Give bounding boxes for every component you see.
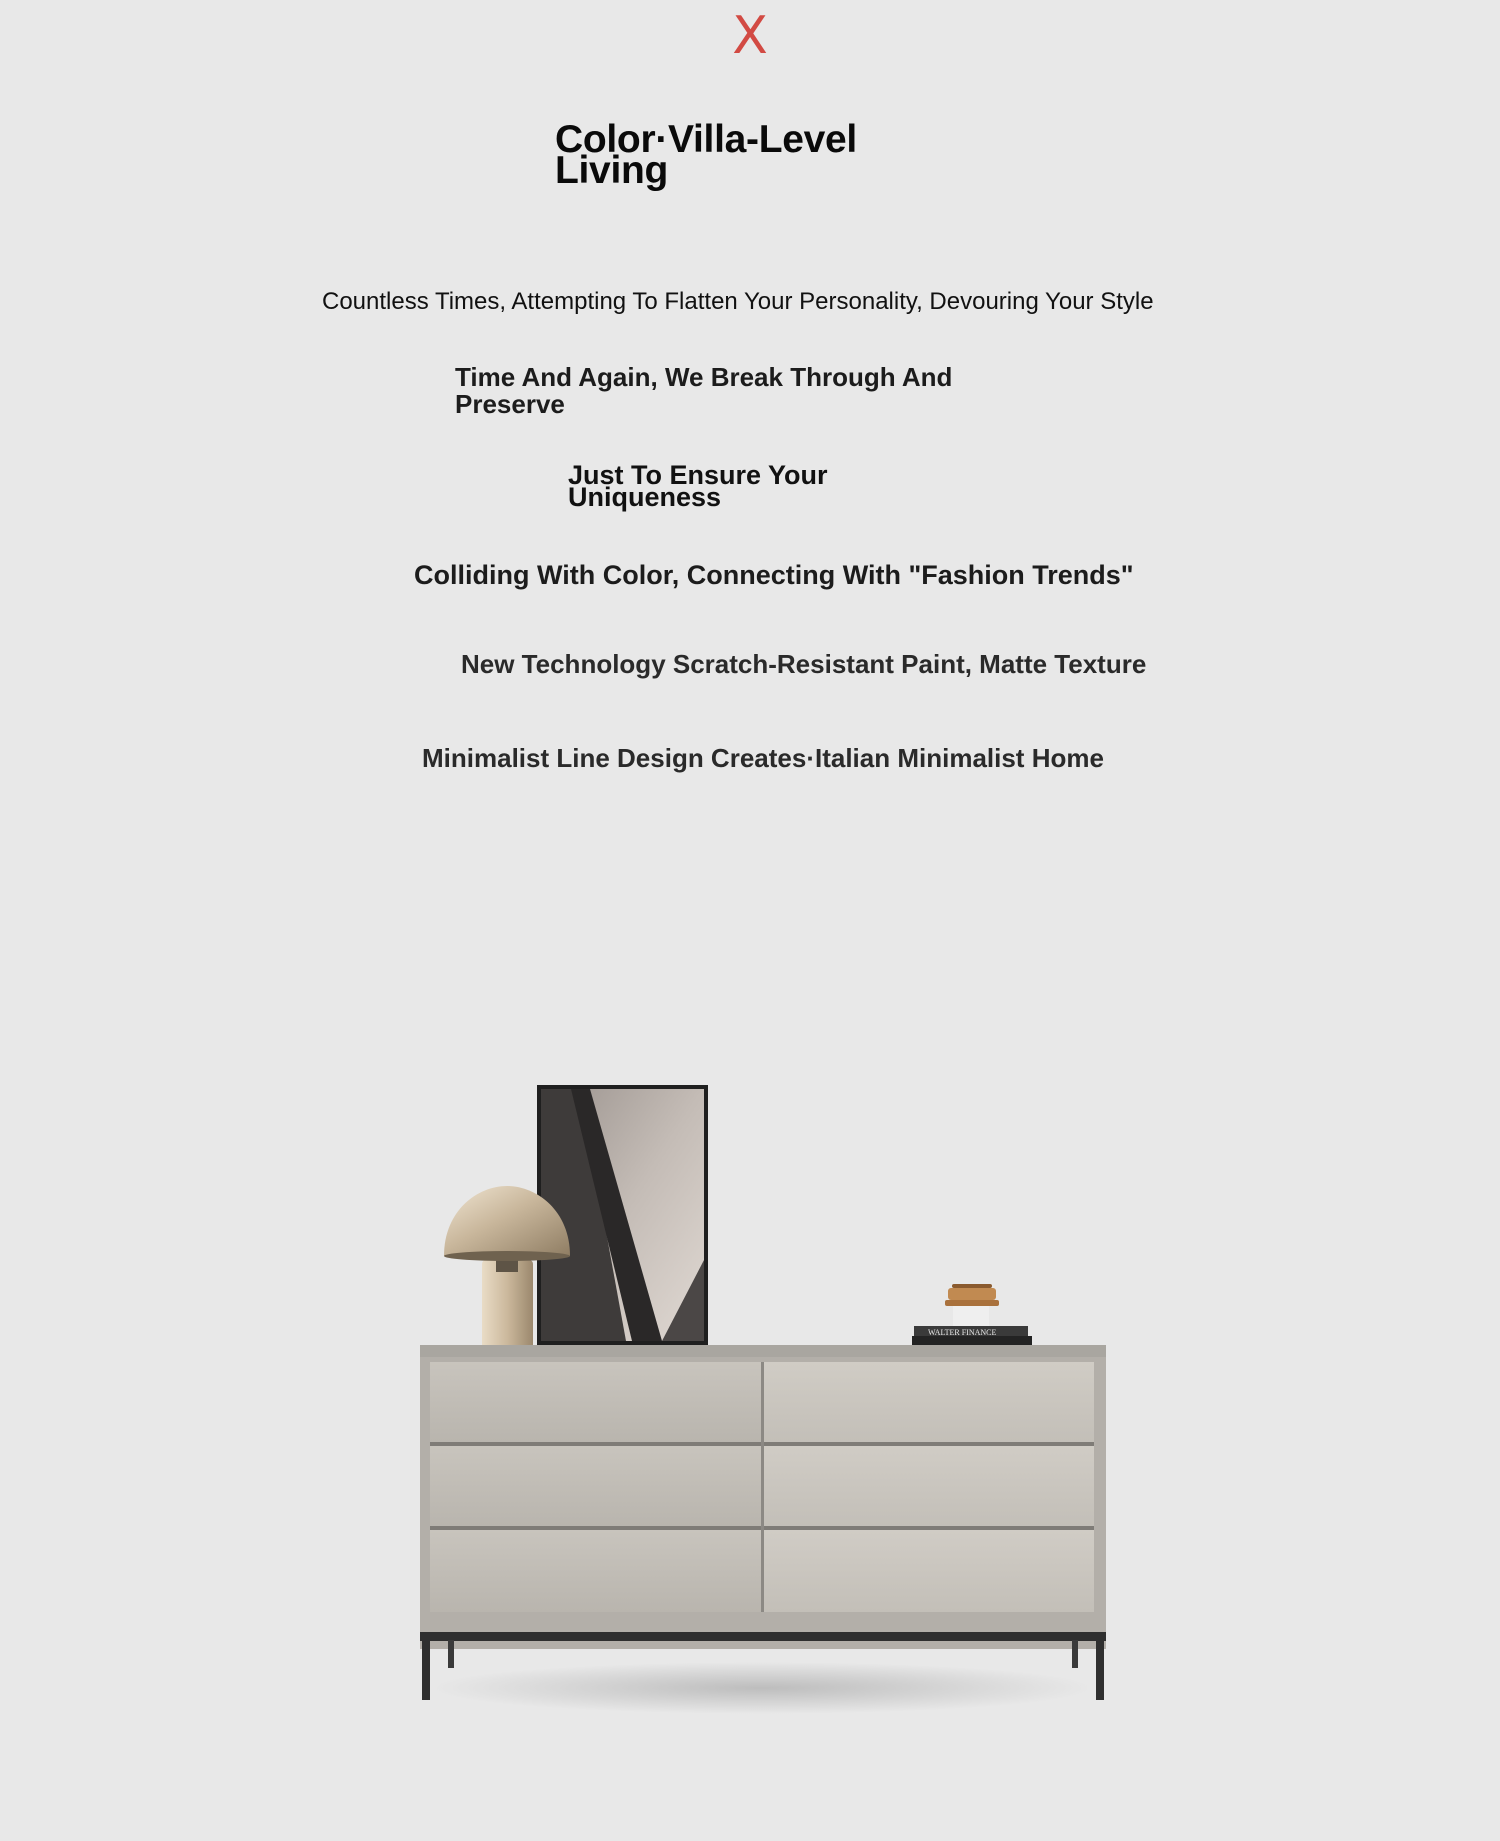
tagline-line-2: Time And Again, We Break Through And Preserve [455,362,953,419]
product-illustration [400,1060,1130,1720]
artwork-frame [537,1085,708,1345]
cabinet-floor-shadow [432,1662,1092,1714]
feature-line-design: Minimalist Line Design Creates·Italian Minimalist Home [422,743,1104,773]
decor-bowl-and-books [912,1284,1032,1346]
brand-logo-mark: X [732,6,768,66]
tagline-line-1: Countless Times, Attempting To Flatten Your Personality, Devouring Your Style [322,288,1154,315]
tagline-line-3: Just To Ensure Your Uniqueness [568,460,828,512]
sideboard-cabinet [420,1345,1106,1700]
book-spine-label: WALTER FINANCE [928,1328,997,1337]
hero-title: Color·Villa-Level Living [555,118,857,192]
feature-line-paint: New Technology Scratch-Resistant Paint, Matte Texture [461,649,1147,679]
feature-line-color: Colliding With Color, Connecting With "Fashion Trends" [414,560,1134,590]
